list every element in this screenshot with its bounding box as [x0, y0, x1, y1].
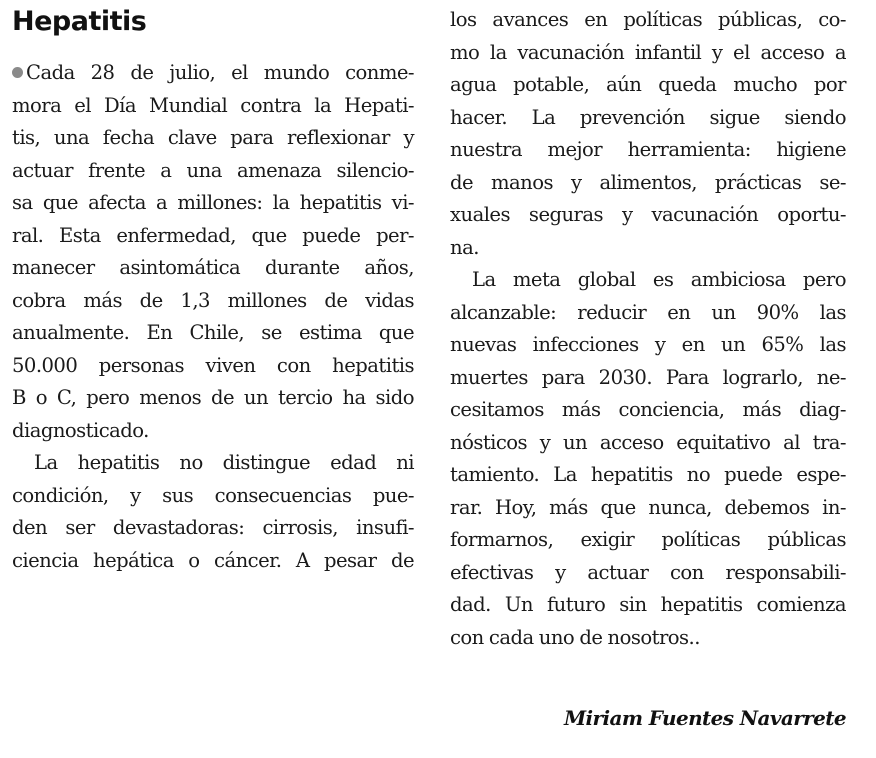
- text-line: los avances en políticas públicas, co-: [450, 8, 846, 31]
- text-line: hacer. La prevención sigue siendo: [450, 105, 846, 129]
- text-line: mora el Día Mundial contra la Hepati-: [12, 93, 414, 117]
- text-line: agua potable, aún queda mucho por: [450, 73, 846, 96]
- text-line: rar. Hoy, más que nunca, debemos in-: [450, 495, 846, 519]
- text-line: tamiento. La hepatitis no puede espe-: [450, 463, 846, 486]
- text-line: sa que afecta a millones: la hepatitis vi-: [12, 191, 414, 214]
- text-line: nuestra mejor herramienta: higiene: [450, 138, 846, 161]
- text-line: manecer asintomática durante años,: [12, 256, 414, 279]
- text-line: xuales seguras y vacunación oportu-: [450, 203, 846, 226]
- text-line: muertes para 2030. Para lograrlo, ne-: [450, 365, 846, 389]
- text-line: nósticos y un acceso equitativo al tra-: [450, 430, 846, 454]
- text-line: La meta global es ambiciosa pero: [472, 268, 846, 291]
- bullet-icon: [12, 67, 23, 78]
- text-line: formarnos, exigir políticas públicas: [450, 528, 846, 551]
- article-column-2: [450, 4, 846, 654]
- text-line: tis, una fecha clave para reflexionar y: [12, 126, 414, 149]
- text-line: actuar frente a una amenaza silencio-: [12, 158, 414, 182]
- text-line: ciencia hepática o cáncer. A pesar de: [12, 548, 414, 572]
- text-line: diagnosticado.: [12, 418, 149, 442]
- text-line: nuevas infecciones y en un 65% las: [450, 333, 846, 356]
- text-line: cesitamos más conciencia, más diag-: [450, 398, 846, 421]
- text-line: de manos y alimentos, prácticas se-: [450, 170, 846, 194]
- text-line: den ser devastadoras: cirrosis, insufi-: [12, 516, 414, 539]
- text-line: cobra más de 1,3 millones de vidas: [12, 288, 414, 312]
- text-line: condición, y sus consecuencias pue-: [12, 483, 414, 507]
- text-line: B o C, pero menos de un tercio ha sido: [12, 386, 414, 409]
- text-line: La hepatitis no distingue edad ni: [34, 451, 414, 474]
- text-line: anualmente. En Chile, se estima que: [12, 321, 414, 344]
- text-line: con cada uno de nosotros..: [450, 625, 700, 649]
- text-line: 50.000 personas viven con hepatitis: [12, 353, 414, 377]
- article-title: Hepatitis: [12, 6, 147, 37]
- text-line: Cada 28 de julio, el mundo conme-: [12, 57, 414, 90]
- text-line: ral. Esta enfermedad, que puede per-: [12, 223, 414, 247]
- text-line: alcanzable: reducir en un 90% las: [450, 300, 846, 324]
- text-line: efectivas y actuar con responsabili-: [450, 560, 846, 584]
- author-signature: Miriam Fuentes Navarrete: [564, 706, 846, 730]
- text-line: dad. Un futuro sin hepatitis comienza: [450, 593, 846, 616]
- article-column-1: [12, 57, 414, 577]
- text-line: na.: [450, 235, 479, 259]
- text-line: mo la vacunación infantil y el acceso a: [450, 40, 846, 64]
